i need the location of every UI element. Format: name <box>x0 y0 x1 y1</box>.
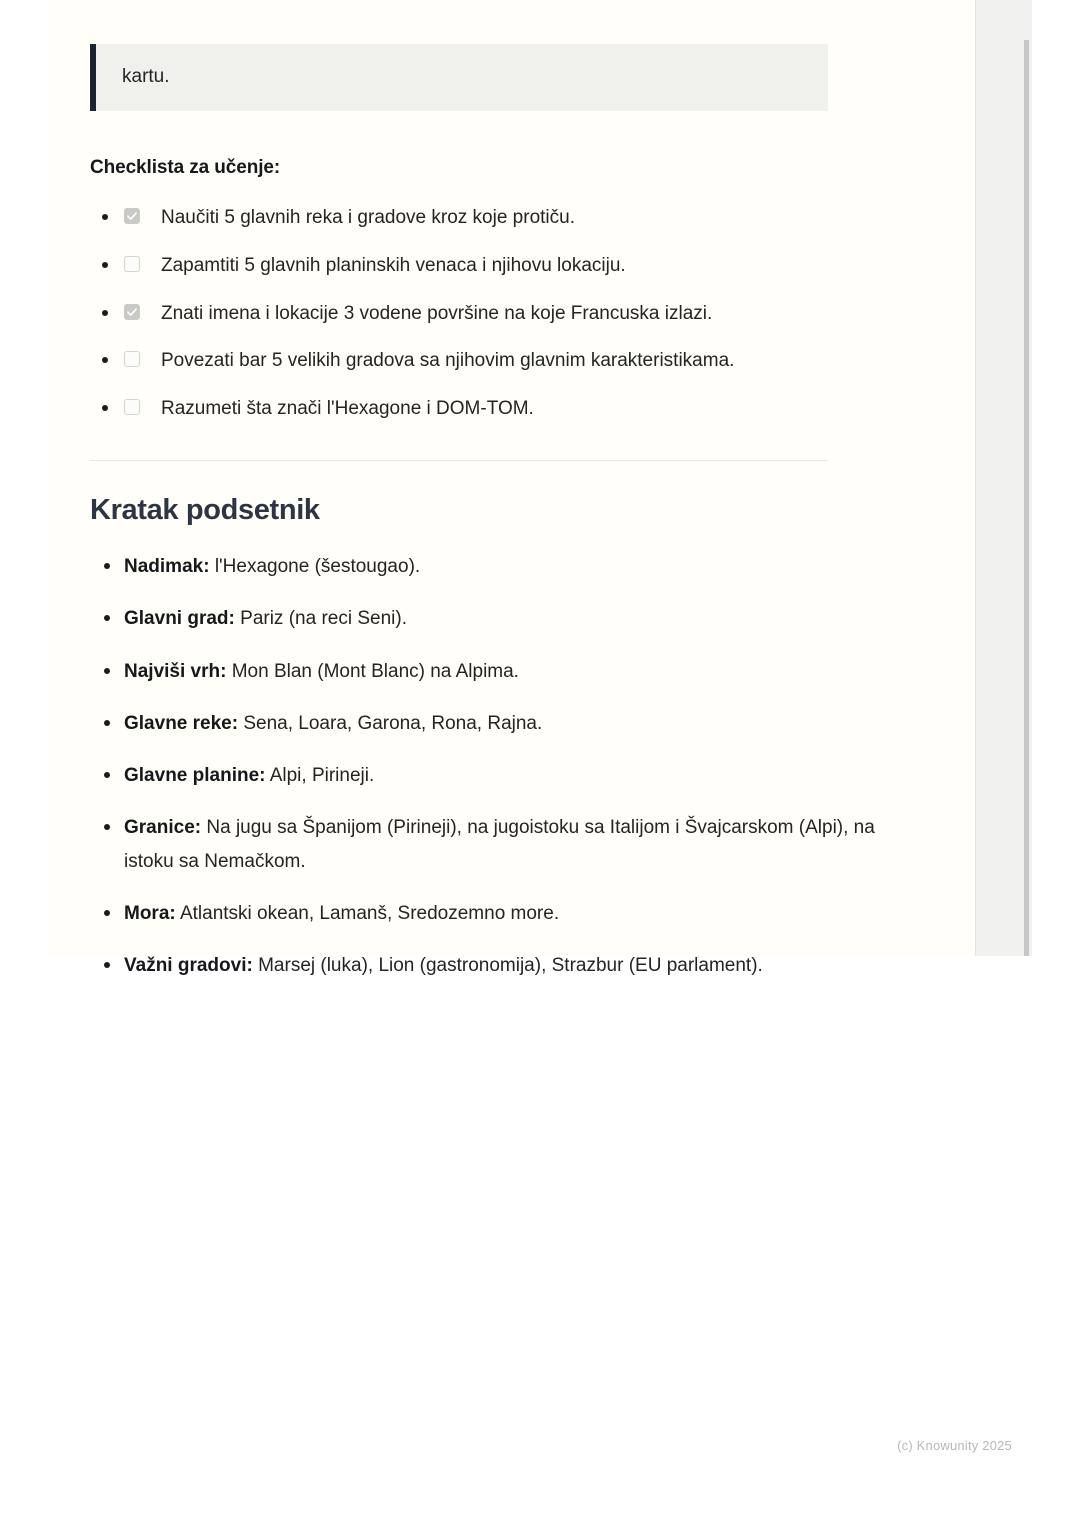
list-item-term: Glavni grad: <box>124 608 235 630</box>
bullet-dot <box>102 357 108 363</box>
list-item-value: Sena, Loara, Garona, Rona, Rajna. <box>243 712 543 734</box>
bullet-dot <box>104 962 110 968</box>
checklist-item[interactable] <box>90 396 880 423</box>
list-item-value: Mon Blan (Mont Blanc) na Alpima. <box>231 660 519 682</box>
summary-list <box>90 550 880 982</box>
summary-heading: Kratak podsetnik <box>90 494 320 527</box>
bullet-dot <box>104 615 110 621</box>
checklist-item-label: Znati imena i lokacije 3 vodene površine na koje Francuska izlazi. <box>161 302 713 324</box>
checklist-item-label: Razumeti šta znači l'Hexagone i DOM-TOM. <box>161 397 534 419</box>
list-item <box>90 811 880 878</box>
bullet-dot <box>104 668 110 674</box>
list-item-term: Nadimak: <box>124 556 210 578</box>
bullet-dot <box>102 405 108 411</box>
checklist-item[interactable] <box>90 205 880 232</box>
checkbox-checked-icon[interactable] <box>124 304 140 320</box>
bullet-dot <box>102 214 108 220</box>
study-checklist <box>90 205 880 422</box>
list-item-term: Glavne planine: <box>124 765 266 787</box>
section-divider <box>90 460 828 461</box>
list-item-term: Glavne reke: <box>124 712 239 734</box>
list-item-term: Mora: <box>124 902 176 924</box>
bullet-dot <box>104 720 110 726</box>
blockquote <box>90 44 828 111</box>
document-content <box>90 0 880 1001</box>
list-item <box>90 602 880 635</box>
checkbox-unchecked-icon[interactable] <box>124 399 140 415</box>
checklist-item-label: Povezati bar 5 velikih gradova sa njihovim glavnim karakteristikama. <box>161 350 735 372</box>
checkbox-unchecked-icon[interactable] <box>124 256 140 272</box>
list-item <box>90 897 880 930</box>
bullet-dot <box>102 310 108 316</box>
bullet-dot <box>102 262 108 268</box>
list-item-term: Najviši vrh: <box>124 660 227 682</box>
bullet-dot <box>104 824 110 830</box>
list-item-value: Pariz (na reci Seni). <box>240 608 407 630</box>
checklist-heading: Checklista za učenje: <box>90 157 281 179</box>
bullet-dot <box>104 910 110 916</box>
document-page-card <box>48 0 1032 977</box>
checklist-item[interactable] <box>90 348 880 375</box>
list-item-term: Granice: <box>124 817 202 839</box>
bullet-dot <box>104 772 110 778</box>
checklist-item[interactable] <box>90 301 880 328</box>
checkbox-unchecked-icon[interactable] <box>124 351 140 367</box>
list-item-value: Na jugu sa Španijom (Pirineji), na jugoistoku sa Italijom i Švajcarskom (Alpi), na istoku sa Nemačkom. <box>124 817 875 872</box>
vertical-scrollbar-thumb[interactable] <box>1024 40 1029 956</box>
list-item <box>90 550 880 583</box>
list-item-term: Važni gradovi: <box>124 955 253 977</box>
checklist-item[interactable] <box>90 253 880 280</box>
list-item-value: Atlantski okean, Lamanš, Sredozemno more. <box>179 902 560 924</box>
list-item <box>90 759 880 792</box>
list-item-value: Alpi, Pirineji. <box>269 765 375 787</box>
checklist-item-label: Naučiti 5 glavnih reka i gradove kroz koje protiču. <box>161 207 575 229</box>
list-item-value: l'Hexagone (šestougao). <box>214 556 421 578</box>
list-item <box>90 655 880 688</box>
checklist-item-label: Zapamtiti 5 glavnih planinskih venaca i njihovu lokaciju. <box>161 255 626 277</box>
list-item <box>90 707 880 740</box>
footer-copyright: (c) Knowunity 2025 <box>897 1438 1012 1453</box>
checkbox-checked-icon[interactable] <box>124 208 140 224</box>
list-item <box>90 949 880 982</box>
blockquote-text: kartu. <box>122 66 170 87</box>
list-item-value: Marsej (luka), Lion (gastronomija), Strazbur (EU parlament). <box>258 955 763 977</box>
bullet-dot <box>104 563 110 569</box>
